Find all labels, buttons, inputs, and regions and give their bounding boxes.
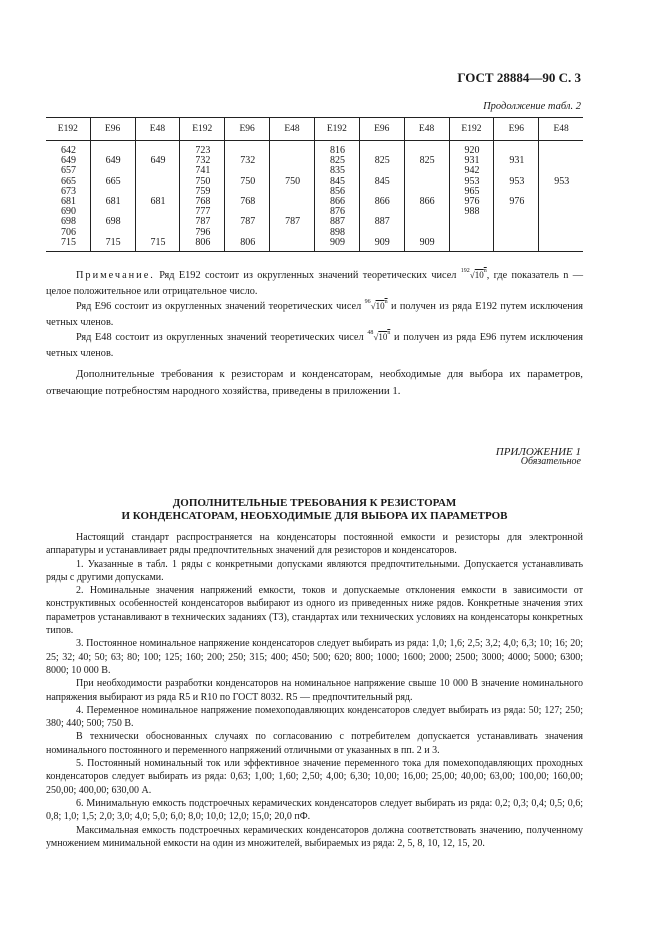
radicand-base: 10 bbox=[378, 332, 388, 342]
table-cell: 732 750 768 787 806 bbox=[225, 141, 270, 252]
table-cell: 825 866 909 bbox=[404, 141, 449, 252]
radicand-exponent: n bbox=[384, 299, 388, 305]
note-text: , где показатель n — целое положительное или отрицательное число. bbox=[46, 270, 584, 297]
radicand bbox=[475, 270, 487, 280]
note-text: Ряд E192 состоит из округленных значений теоретических чисел bbox=[159, 270, 457, 281]
table-continuation-label: Продолжение табл. 2 bbox=[483, 101, 581, 112]
body-paragraph: Максимальная емкость подстроечных керамических конденсаторов должна соответствовать значению, полученному умножением минимальной емкости на один из множителей, выбираемых из ряда: 2, 5, 8, 10, 12, 15, 20. bbox=[46, 824, 583, 849]
body-paragraph: При необходимости разработки конденсаторов на номинальное напряжение свыше 10 000 В значение номинального напряжения выбирают из ряда R5 и R10 по ГОСТ 8032. R5 — предпочтительный ряд. bbox=[46, 678, 583, 703]
radicand bbox=[376, 301, 388, 311]
column-header: E96 bbox=[225, 118, 270, 141]
table-cell: 931 953 976 bbox=[494, 141, 539, 252]
column-header: E96 bbox=[90, 118, 135, 141]
table-cell: 642 649 657 665 673 681 690 698 706 715 bbox=[46, 141, 90, 252]
body-paragraph: В технически обоснованных случаях по согласованию с потребителем допускается устанавливать значения номинального постоянного и переменного напряжений отличными от указанных в пп. 2 и 3. bbox=[46, 731, 583, 756]
appendix-title-line: ДОПОЛНИТЕЛЬНЫЕ ТРЕБОВАНИЯ К РЕЗИСТОРАМ bbox=[172, 497, 457, 509]
body-paragraph: 1. Указанные в табл. 1 ряды с конкретными допусками являются предпочтительными. Допускается устанавливать ряды с другими допусками. bbox=[46, 558, 583, 583]
appendix-label-block bbox=[496, 446, 581, 467]
column-header: E96 bbox=[359, 118, 404, 141]
radical-expression: $^{48}$√10$^n$ bbox=[367, 330, 391, 342]
table-cell: 825 845 866 887 909 bbox=[359, 141, 404, 252]
table-cell: 649 681 715 bbox=[135, 141, 180, 252]
body-paragraph: 6. Минимальную емкость подстроечных керамических конденсаторов следует выбирать из ряда: 0,2; 0,3; 0,4; 0,5; 0,6; 0,8; 1,0; 1,5; 2,0; 3,0; 4,0; 5,0; 6,0; 8,0; 10,0; 12,0; 15,0; 20,0 пФ. bbox=[46, 797, 583, 823]
body-paragraph: 4. Переменное номинальное напряжение помехоподавляющих конденсаторов следует выбирать из ряда: 50; 127; 250; 380; 440; 500; 750 В. bbox=[46, 704, 583, 730]
note-text: Ряд E96 состоит из округленных значений теоретических чисел bbox=[76, 301, 362, 312]
appendix-status: Обязательное bbox=[520, 456, 581, 467]
body-paragraph: 5. Постоянный номинальный ток или эффективное значение переменного тока для помехоподавляющих проходных конденсаторов следует выбирать из ряда: 0,63; 1,00; 1,60; 2,50; 4,00; 6,30; 10,00; 16,00; 25,00; 40,00; 63,00; 100,00; 160,00; 250,00; 400,00; 630,00 А. bbox=[46, 758, 583, 796]
body-paragraph: 2. Номинальные значения напряжений емкости, токов и допускаемые отклонения емкости в зависимости от конструктивных особенностей конденсаторов выбирают из одного из приведенных ниже рядов. Конкретные значения этих параметров устанавливают в технических заданиях (ТЗ), стандартах или технических условиях на конденсаторы конкретных типов. bbox=[46, 585, 583, 637]
appendix-title bbox=[46, 497, 583, 523]
body-paragraph: Настоящий стандарт распространяется на конденсаторы постоянной емкости и резисторы для электронной аппаратуры и устанавливает ряды предпочтительных значений для резисторов и конденсаторов. bbox=[46, 532, 583, 557]
radical-index: 192 bbox=[460, 268, 470, 274]
note-text: Ряд E48 состоит из округленных значений теоретических чисел bbox=[76, 332, 364, 343]
table-cell: 723 732 741 750 759 768 777 787 796 806 bbox=[180, 141, 225, 252]
additional-requirements-paragraph: Дополнительные требования к резисторам и конденсаторам, необходимые для выбора их параметров, отвечающие потребностям народного хозяйства, приведены в приложении 1. bbox=[46, 368, 583, 397]
note-label: Примечание. bbox=[76, 270, 155, 281]
radical-expression: $^{96}$√10$^n$ bbox=[364, 299, 388, 311]
column-header: E96 bbox=[494, 118, 539, 141]
table-header-row bbox=[46, 118, 583, 141]
column-header: E48 bbox=[270, 118, 315, 141]
table-cell: 816 825 835 845 856 866 876 887 898 909 bbox=[314, 141, 359, 252]
body-paragraph: 3. Постоянное номинальное напряжение конденсаторов следует выбирать из ряда: 1,0; 1,6; 2,5; 3,2; 4,0; 6,3; 10; 16; 20; 25; 32; 40; 50; 63; 80; 100; 125; 160; 200; 250; 315; 400; 450; 500; 620; 800; 1000; 1600; 2000; 2500; 3000; 4000; 5000; 6300; 8000; 10 000 В. bbox=[46, 638, 583, 676]
appendix-label: ПРИЛОЖЕНИЕ 1 bbox=[495, 446, 581, 458]
appendix-title-line: И КОНДЕНСАТОРАМ, НЕОБХОДИМЫЕ ДЛЯ ВЫБОРА ИХ ПАРАМЕТРОВ bbox=[121, 510, 508, 522]
note-paragraph-3 bbox=[46, 326, 583, 361]
values-table bbox=[46, 117, 583, 252]
radicand-exponent: n bbox=[483, 268, 487, 274]
note-text: и получен из ряда E192 путем исключения четных членов. bbox=[46, 301, 584, 328]
radicand bbox=[378, 332, 390, 342]
radical-index: 48 bbox=[367, 330, 374, 336]
table-cell: 649 665 681 698 715 bbox=[90, 141, 135, 252]
radicand-base: 10 bbox=[375, 301, 385, 311]
note-paragraph-2 bbox=[46, 295, 583, 330]
note-text: и получен из ряда E96 путем исключения четных членов. bbox=[46, 332, 584, 359]
table-row bbox=[46, 141, 583, 252]
radicand-exponent: n bbox=[387, 330, 391, 336]
radicand-base: 10 bbox=[474, 270, 484, 280]
radical-expression: $^{192}$√10$^n$ bbox=[460, 268, 487, 280]
column-header: E48 bbox=[404, 118, 449, 141]
table-cell: 953 bbox=[539, 141, 583, 252]
column-header: E48 bbox=[539, 118, 583, 141]
appendix-body bbox=[46, 531, 583, 850]
column-header: E192 bbox=[449, 118, 494, 141]
table-cell: 920 931 942 953 965 976 988 bbox=[449, 141, 494, 252]
page-header: ГОСТ 28884—90 С. 3 bbox=[457, 70, 581, 85]
table-cell: 750 787 bbox=[270, 141, 315, 252]
column-header: E48 bbox=[135, 118, 180, 141]
column-header: E192 bbox=[180, 118, 225, 141]
radical-index: 96 bbox=[364, 299, 371, 305]
note-paragraph-1 bbox=[46, 264, 583, 299]
column-header: E192 bbox=[46, 118, 90, 141]
column-header: E192 bbox=[314, 118, 359, 141]
